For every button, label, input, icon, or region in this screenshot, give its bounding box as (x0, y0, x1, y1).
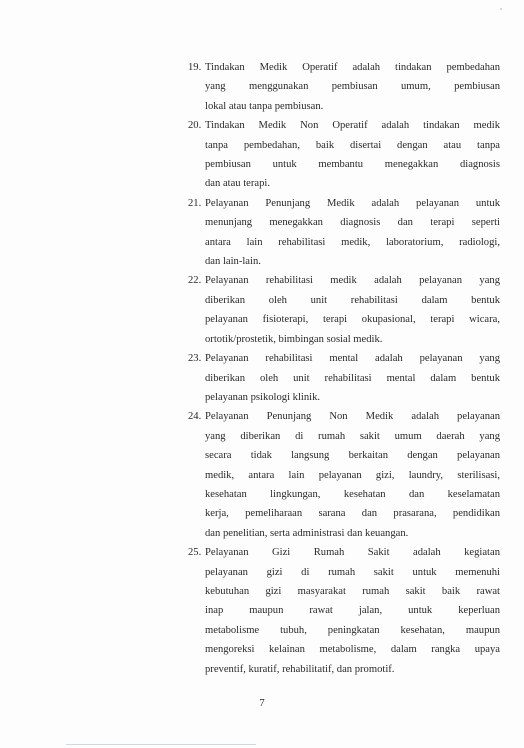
item-number: 21. (188, 197, 202, 209)
list-item-21 (188, 194, 500, 272)
text-line: ortotik/prostetik, bimbingan sosial medik. (205, 333, 383, 345)
item-number: 19. (188, 62, 202, 73)
item-text (205, 116, 500, 194)
list-item-22 (188, 271, 500, 349)
text-line: antara lain rehabilitasi medik, laboratorium, radiologi, (205, 236, 500, 248)
text-line: tanpa pembedahan, baik disertai dengan atau tanpa (205, 139, 500, 151)
item-text (205, 407, 500, 543)
scan-speck (500, 8, 502, 10)
list-item-24 (188, 407, 500, 543)
text-line: pelayanan psikologi klinik. (205, 391, 321, 403)
text-line: medik, antara lain pelayanan gizi, laundry, sterilisasi, (205, 469, 500, 481)
text-line: Pelayanan Penunjang Non Medik adalah pelayanan (205, 411, 500, 423)
list-item-23 (188, 349, 500, 407)
text-line: dan penelitian, serta administrasi dan keuangan. (205, 527, 409, 539)
text-line: Tindakan Medik Non Operatif adalah tindakan medik (205, 120, 500, 132)
text-line: preventif, kuratif, rehabilitatif, dan promotif. (205, 663, 395, 675)
item-number: 25. (188, 547, 202, 559)
text-line: yang diberikan di rumah sakit umum daerah yang (205, 430, 500, 442)
text-line: dan lain-lain. (205, 256, 261, 268)
text-line: diberikan oleh unit rehabilitasi mental dalam bentuk (205, 372, 500, 384)
text-line: kebutuhan gizi masyarakat rumah sakit baik rawat (205, 585, 500, 597)
text-line: Tindakan Medik Operatif adalah tindakan pembedahan (205, 62, 500, 73)
item-text (205, 194, 500, 272)
item-text (205, 271, 500, 349)
page-number: 7 (259, 698, 265, 709)
list-item-25 (188, 543, 500, 679)
text-line: pelayanan gizi di rumah sakit untuk memenuhi (205, 566, 500, 578)
list-item-20 (188, 116, 500, 194)
text-line: pelayanan fisioterapi, terapi okupasional, terapi wicara, (205, 314, 500, 326)
item-number: 22. (188, 275, 202, 287)
text-line: mengoreksi kelainan metabolisme, dalam rangka upaya (205, 644, 500, 656)
item-number: 20. (188, 120, 202, 132)
item-number: 23. (188, 353, 202, 365)
definition-list (188, 58, 500, 679)
text-line: kerja, pemeliharaan sarana dan prasarana, pendidikan (205, 508, 500, 520)
text-line: diberikan oleh unit rehabilitasi dalam bentuk (205, 294, 500, 306)
text-line: Pelayanan rehabilitasi mental adalah pelayanan yang (205, 353, 500, 365)
text-line: lokal atau tanpa pembiusan. (205, 100, 324, 112)
text-line: inap maupun rawat jalan, untuk keperluan (205, 605, 500, 617)
text-line: kesehatan lingkungan, kesehatan dan keselamatan (205, 488, 500, 500)
item-text (205, 58, 500, 116)
text-line: yang menggunakan pembiusan umum, pembiusan (205, 81, 500, 93)
text-line: dan atau terapi. (205, 178, 271, 190)
text-line: secara tidak langsung berkaitan dengan pelayanan (205, 450, 500, 462)
text-line: pembiusan untuk membantu menegakkan diagnosis (205, 159, 500, 171)
list-item-19 (188, 58, 500, 116)
item-text (205, 349, 500, 407)
text-line: Pelayanan Penunjang Medik adalah pelayanan untuk (205, 197, 500, 209)
text-line: metabolisme tubuh, peningkatan kesehatan, maupun (205, 624, 500, 636)
item-text (205, 543, 500, 679)
text-line: Pelayanan Gizi Rumah Sakit adalah kegiatan (205, 547, 500, 559)
item-number: 24. (188, 411, 202, 423)
scan-edge-line (66, 744, 256, 745)
text-line: Pelayanan rehabilitasi medik adalah pelayanan yang (205, 275, 500, 287)
text-line: menunjang menegakkan diagnosis dan terapi seperti (205, 217, 500, 229)
